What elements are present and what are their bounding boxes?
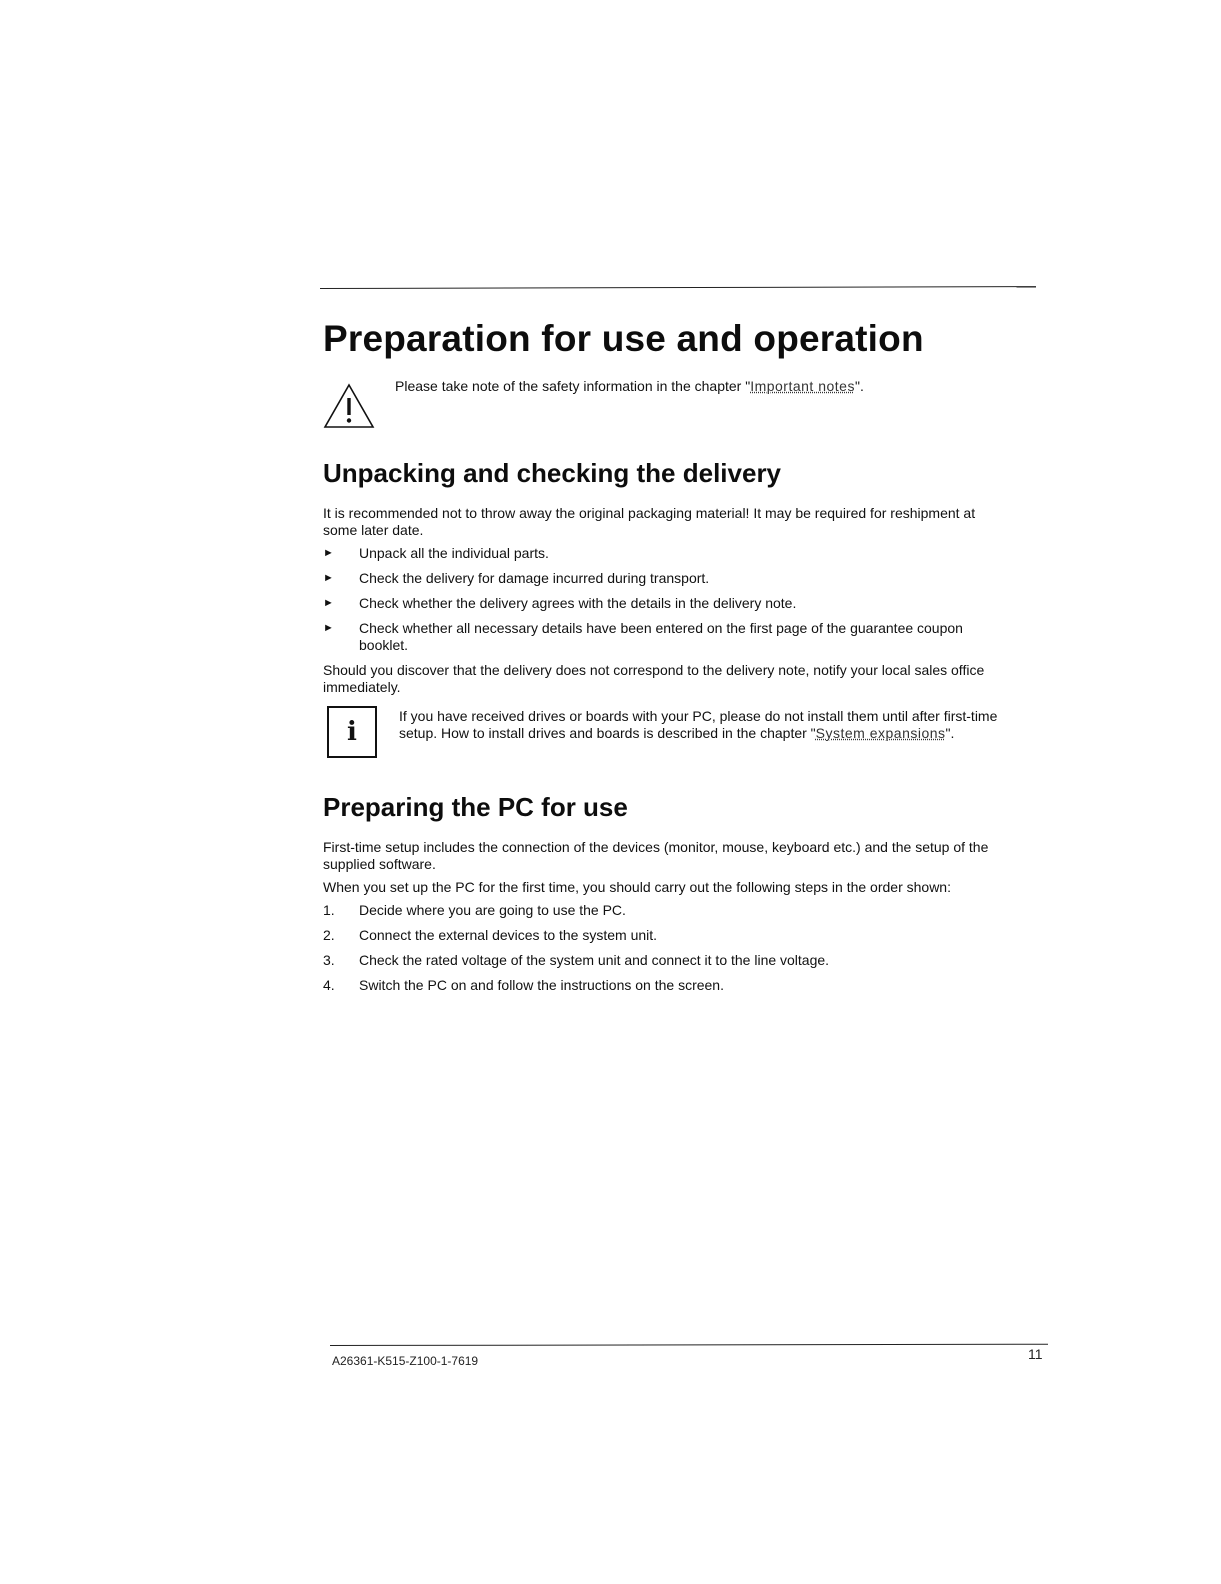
safety-note-text-after: ".	[854, 378, 864, 394]
step-item	[323, 902, 1013, 919]
list-item	[323, 620, 1013, 654]
step-item	[323, 927, 1013, 944]
section-heading-unpacking: Unpacking and checking the delivery	[323, 458, 782, 488]
step-text: Check the rated voltage of the system unit and connect it to the line voltage.	[359, 952, 830, 968]
bullet-arrow-icon: ►	[323, 622, 334, 634]
section-heading-preparing: Preparing the PC for use	[323, 792, 628, 822]
list-item-text: Check whether all necessary details have been entered on the first page of the guarantee coupon booklet.	[359, 620, 963, 653]
unpacking-outro: Should you discover that the delivery does not correspond to the delivery note, notify your local sales office immediately.	[323, 662, 985, 695]
step-number: 3.	[323, 952, 335, 968]
info-note-text-after: ".	[945, 725, 955, 741]
preparing-para-1: First-time setup includes the connection of the devices (monitor, mouse, keyboard etc.) and the setup of the supplied software.	[323, 839, 989, 872]
setup-steps	[323, 902, 1013, 994]
list-item	[323, 595, 1013, 612]
list-item	[323, 570, 1013, 587]
safety-note	[323, 376, 1013, 430]
document-number: A26361-K515-Z100-1-7619	[332, 1354, 479, 1368]
info-icon: i	[327, 706, 377, 758]
step-text: Connect the external devices to the system unit.	[359, 927, 658, 943]
page-title: Preparation for use and operation	[323, 318, 924, 359]
system-expansions-link[interactable]: System expansions	[815, 725, 946, 741]
bullet-arrow-icon: ►	[323, 597, 334, 609]
main-content	[323, 318, 1013, 1002]
warning-triangle-icon	[323, 382, 375, 430]
list-item-text: Check whether the delivery agrees with the details in the delivery note.	[359, 595, 797, 611]
bullet-arrow-icon: ►	[323, 572, 334, 584]
info-note-text-before: If you have received drives or boards with your PC, please do not install them until after first-time setup. How to install drives and boards is described in the chapter "	[399, 708, 998, 741]
safety-note-text	[395, 378, 864, 395]
step-item	[323, 977, 1013, 994]
unpacking-checklist	[323, 545, 1013, 654]
step-text: Decide where you are going to use the PC.	[359, 902, 626, 918]
bullet-arrow-icon: ►	[323, 547, 334, 559]
important-notes-link[interactable]: Important notes	[750, 378, 855, 394]
preparing-para-2: When you set up the PC for the first time, you should carry out the following steps in the order shown:	[323, 879, 951, 895]
unpacking-intro: It is recommended not to throw away the original packaging material! It may be required for reshipment at some later date.	[323, 505, 976, 538]
footer-divider	[330, 1344, 1048, 1346]
step-number: 2.	[323, 927, 335, 943]
list-item	[323, 545, 1013, 562]
step-item	[323, 952, 1013, 969]
safety-note-text-before: Please take note of the safety information in the chapter "	[395, 378, 751, 394]
step-number: 4.	[323, 977, 335, 993]
step-text: Switch the PC on and follow the instructions on the screen.	[359, 977, 724, 993]
info-note	[327, 706, 1013, 758]
top-divider	[320, 286, 1036, 289]
list-item-text: Check the delivery for damage incurred during transport.	[359, 570, 710, 586]
info-note-text	[399, 708, 1013, 742]
step-number: 1.	[323, 902, 335, 918]
page-number: 11	[1028, 1346, 1043, 1362]
list-item-text: Unpack all the individual parts.	[359, 545, 549, 561]
